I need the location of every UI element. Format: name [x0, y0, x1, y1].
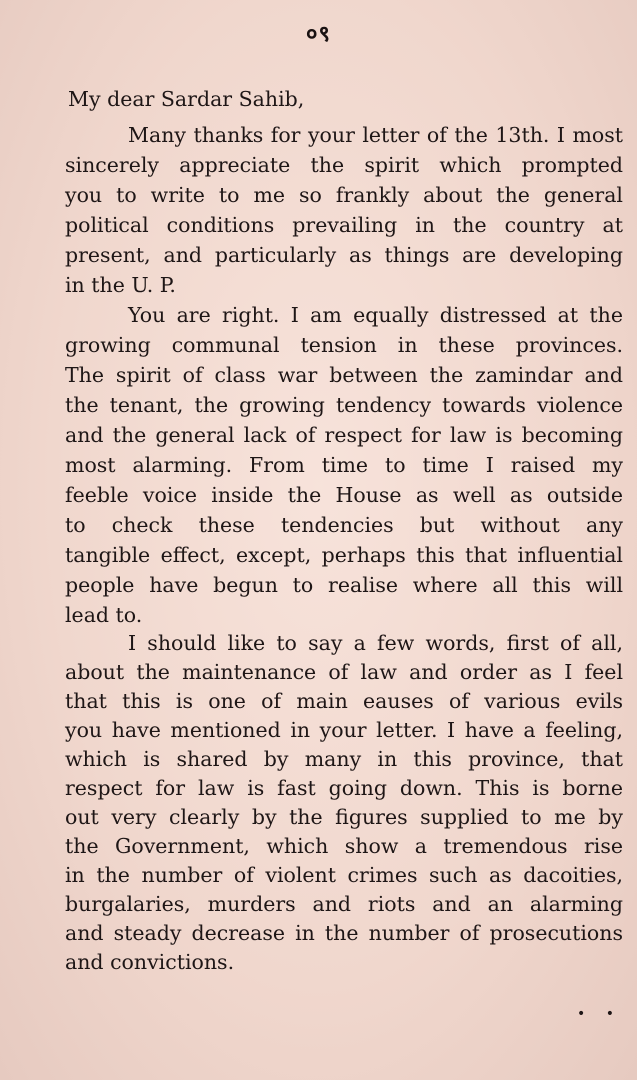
- text-line: Many thanks for your letter of the 13th. I most: [128, 123, 623, 147]
- text-line: you to write to me so frankly about the general: [65, 183, 623, 207]
- text-line: and the general lack of respect for law is becoming: [65, 423, 623, 447]
- text-line: most alarming. From time to time I raised my: [65, 453, 623, 477]
- text-line: out very clearly by the figures supplied to me by: [65, 805, 623, 829]
- text-line: growing communal tension in these provinces.: [65, 333, 623, 357]
- text-line: in the U. P.: [65, 273, 176, 297]
- text-line: present, and particularly as things are developing: [65, 243, 623, 267]
- text-line: you have mentioned in your letter. I have a feeling,: [65, 718, 623, 742]
- text-line: lead to.: [65, 603, 143, 627]
- text-line: political conditions prevailing in the country at: [65, 213, 623, 237]
- text-line: and steady decrease in the number of prosecutions: [65, 921, 623, 945]
- text-line: to check these tendencies but without any: [65, 513, 623, 537]
- text-line: burgalaries, murders and riots and an alarming: [65, 892, 623, 916]
- text-line: and convictions.: [65, 950, 235, 974]
- text-line: I should like to say a few words, first of all,: [128, 631, 623, 655]
- text-line: respect for law is fast going down. This is borne: [65, 776, 623, 800]
- text-line: the Government, which show a tremendous rise: [65, 834, 623, 858]
- page-number: ०९: [306, 22, 331, 47]
- text-line: people have begun to realise where all this will: [65, 573, 623, 597]
- text-line: the tenant, the growing tendency towards violence: [65, 393, 623, 417]
- text-line: sincerely appreciate the spirit which prompted: [65, 153, 623, 177]
- salutation: My dear Sardar Sahib,: [68, 87, 305, 111]
- text-line: which is shared by many in this province, that: [65, 747, 623, 771]
- text-line: about the maintenance of law and order as I feel: [65, 660, 623, 684]
- text-line: that this is one of main eauses of various evils: [65, 689, 623, 713]
- continuation-mark: • •: [577, 1006, 622, 1022]
- text-line: tangible effect, except, perhaps this that influential: [65, 543, 623, 567]
- text-line: You are right. I am equally distressed at the: [128, 303, 623, 327]
- text-line: The spirit of class war between the zamindar and: [65, 363, 623, 387]
- text-line: feeble voice inside the House as well as outside: [65, 483, 623, 507]
- text-line: in the number of violent crimes such as dacoities,: [65, 863, 623, 887]
